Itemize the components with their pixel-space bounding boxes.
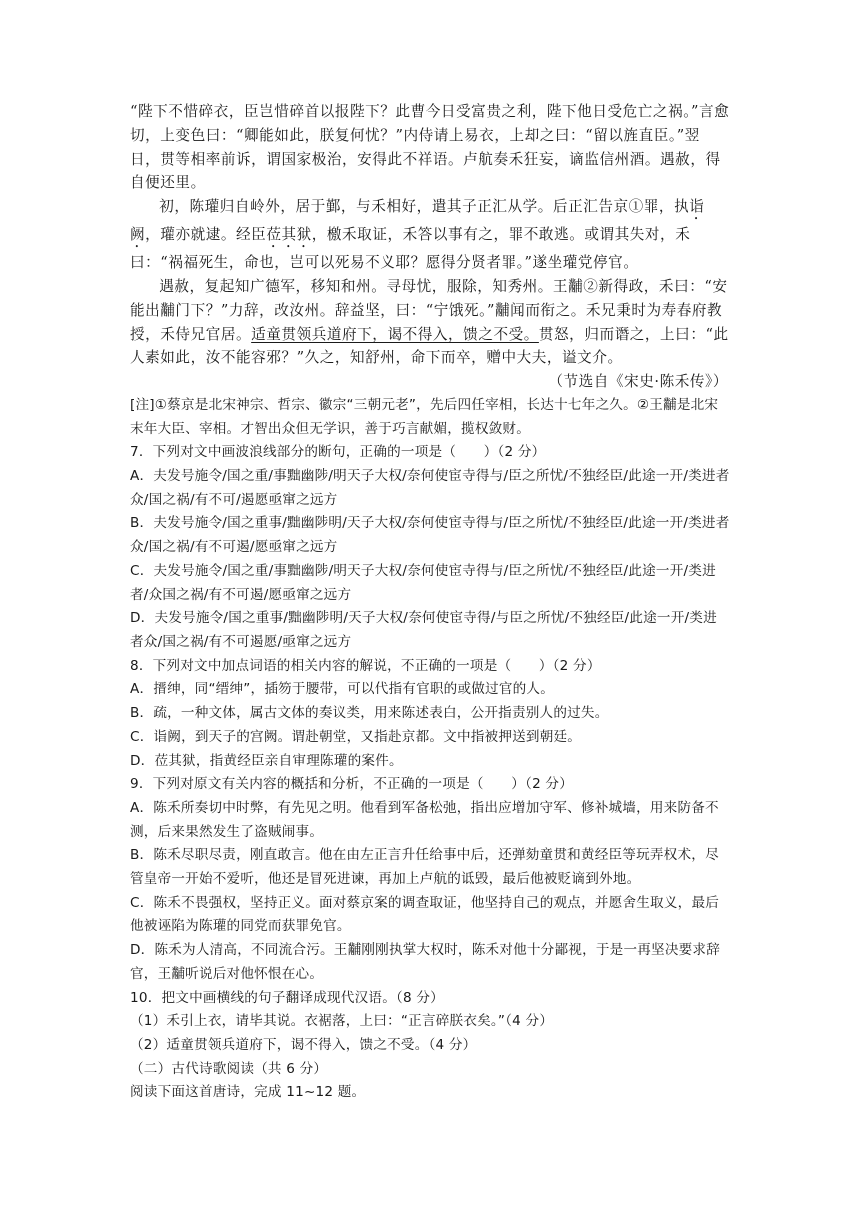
exam-page-content xyxy=(130,100,730,1105)
question-8-option-c: C．诣阙，到天子的宫阙。谓赴朝堂，又指赴京都。文中指被押送到朝廷。 xyxy=(130,728,582,745)
classical-passage xyxy=(130,100,730,394)
passage-paragraph-1: “陛下不惜碎衣，臣岂惜碎首以报陛下？此曹今日受富贵之利，陛下他日受危亡之祸。”言愈切，上变色曰：“卿能如此，朕复何忧？”内侍请上易衣，上却之曰：“留以旌直臣。”翌日，贯等相率前诉，谓国家极治，安得此不祥语。卢航奏禾狂妄，谪监信州酒。遇赦，得自便还里。 xyxy=(130,103,730,192)
question-7-option-c: C．夫发号施令/国之重/事黜幽陟/明天子大权/奈何使宦寺得与/臣之所忧/不独经臣/此途一开/类进者/众国之祸/有不可遏/愿亟窜之远方 xyxy=(130,562,716,603)
question-9-option-d: D．陈禾为人清高，不同流合污。王黼刚刚执掌大权时，陈禾对他十分鄙视，于是一再坚决要求辞官，王黼听说后对他怀恨在心。 xyxy=(130,942,721,982)
underlined-sentence: 适童贯领兵道府下，谒不得入，馈之不受。 xyxy=(251,325,539,343)
question-7-option-d: D．夫发号施令/国之重事/黜幽陟明/天子大权/奈何使宦寺得/与臣之所忧/不独经臣/此途一开/类进者众/国之祸/有不可遏愿/亟窜之远方 xyxy=(130,610,717,650)
dotted-word-yique: 诣阙 xyxy=(130,198,705,244)
section-2-intro: 阅读下面这首唐诗，完成 11~12 题。 xyxy=(130,1084,366,1101)
question-8-option-d: D．莅其狱，指黄经臣亲自审理陈瓘的案件。 xyxy=(130,752,403,769)
dotted-word-liqiyu: 莅其狱 xyxy=(266,226,312,244)
annotation-note: [注]①蔡京是北宋神宗、哲宗、徽宗“三朝元老”，先后四任宰相，长达十七年之久。②王黼是北宋末年大臣、宰相。才智出众但无学识，善于巧言献媚，揽权敛财。 xyxy=(130,396,719,437)
question-7-option-a: A．夫发号施令/国之重/事黜幽陟/明天子大权/奈何使宦寺得与/臣之所忧/不独经臣/此途一开/类进者众/国之祸/有不可/遏愿亟窜之远方 xyxy=(130,468,730,508)
question-9-stem: 9．下列对原文有关内容的概括和分析，不正确的一项是（ ）（2 分） xyxy=(130,776,574,793)
question-8-option-b: B．疏，一种文体，属古文体的奏议类，用来陈述表白，公开指责别人的过失。 xyxy=(130,705,609,722)
question-9-option-b: B．陈禾尽职尽责，刚直敢言。他在由左正言升任给事中后，还弹劾童贯和黄经臣等玩弄权术，尽管皇帝一开始不爱听，他还是冒死进谏，再加上卢航的诋毁，最后他被贬谪到外地。 xyxy=(130,847,719,888)
question-8-option-a: A．搢绅，同“缙绅”，插笏于腰带，可以代指有官职的或做过官的人。 xyxy=(130,681,555,698)
passage-paragraph-2: 初，陈瓘归自岭外，居于鄞，与禾相好，遣其子正汇从学。后正汇告京①罪，执诣阙，瓘亦就逮。经臣莅其狱，檄禾取证，禾答以事有之，罪不敢逃。或谓其失对，禾曰：“祸福死生，命也，岂可以死易不义耶？愿得分贤者罪。”遂坐瓘党停官。 xyxy=(130,198,705,272)
section-2-title: （二）古代诗歌阅读（共 6 分） xyxy=(130,1060,328,1077)
question-7-stem: 7．下列对文中画波浪线部分的断句，正确的一项是（ ）（2 分） xyxy=(130,444,546,461)
question-9-option-a: A．陈禾所奏切中时弊，有先见之明。他看到军备松弛，指出应增加守军、修补城墙，用来防备不测，后来果然发生了盗贼闹事。 xyxy=(130,799,719,840)
question-10-stem: 10．把文中画横线的句子翻译成现代汉语。（8 分） xyxy=(130,989,444,1006)
passage-source: （节选自《宋史·陈禾传》） xyxy=(548,373,728,391)
question-10-sentence-2: （2）适童贯领兵道府下，谒不得入，馈之不受。（4 分） xyxy=(130,1036,477,1053)
question-10-sentence-1: （1）禾引上衣，请毕其说。衣裾落，上曰：“正言碎朕衣矣。”（4 分） xyxy=(130,1013,554,1030)
question-8-stem: 8．下列对文中加点词语的相关内容的解说，不正确的一项是（ ）（2 分） xyxy=(130,657,601,674)
passage-paragraph-3: 遇赦，复起知广德军，移知和州。寻母忧，服除，知秀州。王黼②新得政，禾曰：“安能出黼门下？”力辞，改汝州。辞益坚，曰：“宁饿死。”黼闻而衔之。禾兄秉时为寿春府教授，禾侍兄官居。适童贯领兵道府下，谒不得入，馈之不受。贯怒，归而谮之，上曰：“此人素如此，汝不能容邪？”久之，知舒州，命下而卒，赠中大夫，谥文介。 xyxy=(130,277,729,367)
question-7-option-b: B．夫发号施令/国之重事/黜幽陟明/天子大权/奈何使宦寺得与/臣之所忧/不独经臣/此途一开/类进者众/国之祸/有不可遏/愿亟窜之远方 xyxy=(130,515,730,556)
question-9-option-c: C．陈禾不畏强权，坚持正义。面对蔡京案的调查取证，他坚持自己的观点，并愿舍生取义，最后他被诬陷为陈瓘的同党而获罪免官。 xyxy=(130,894,720,935)
questions xyxy=(130,394,730,1105)
